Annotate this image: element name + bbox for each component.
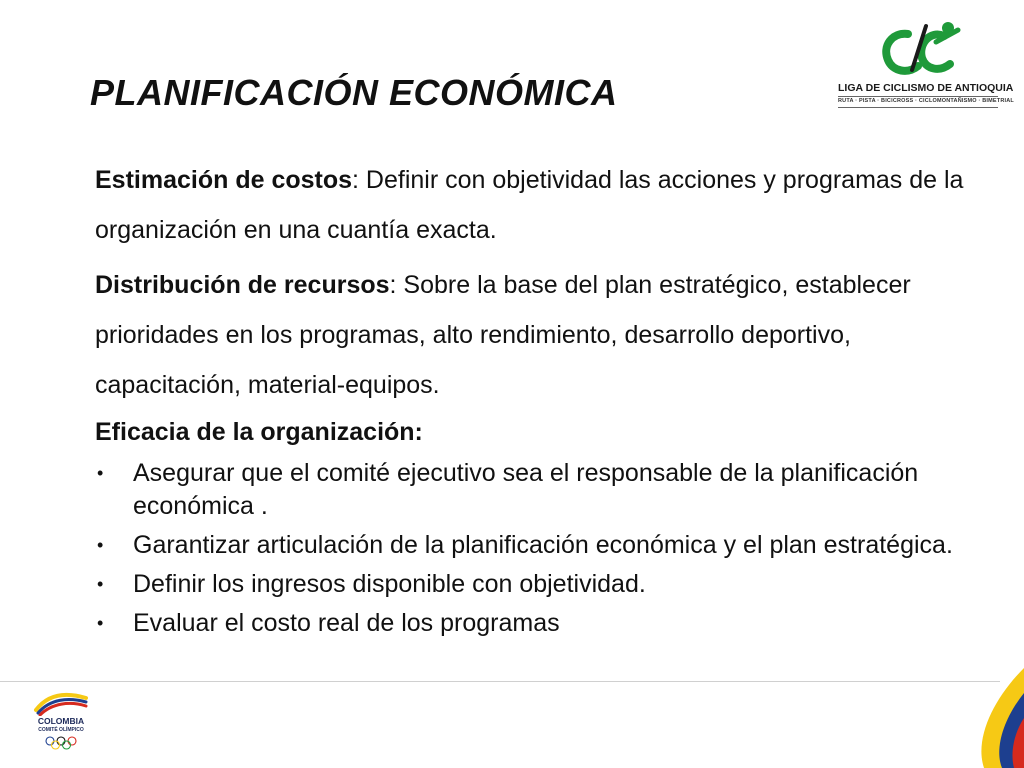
olympic-rings-icon bbox=[44, 736, 78, 750]
bullet-text: Asegurar que el comité ejecutivo sea el responsable de la planificación económica . bbox=[133, 459, 919, 520]
list-item bbox=[95, 457, 975, 523]
list-item bbox=[95, 607, 975, 640]
slide-title: PLANIFICACIÓN ECONÓMICA bbox=[90, 72, 618, 113]
coc-committee: COMITÉ OLÍMPICO bbox=[38, 727, 84, 733]
section-label: Estimación de costos bbox=[95, 166, 353, 194]
bullet-icon: • bbox=[97, 463, 104, 483]
list-item bbox=[95, 529, 975, 562]
logo-divider bbox=[838, 96, 998, 97]
liga-ciclismo-logo bbox=[838, 20, 1014, 112]
bullet-text: Definir los ingresos disponible con objetividad. bbox=[133, 570, 646, 598]
flag-corner-decoration bbox=[954, 668, 1024, 768]
section-text: : Sobre la base del plan estratégico, establecer prioridades en los programas, alto rendimiento, desarrollo deportivo, capacitación, material-equipos. bbox=[95, 271, 911, 399]
footer-divider bbox=[0, 681, 1000, 682]
flag-swoosh-icon bbox=[30, 690, 92, 716]
bullet-icon: • bbox=[97, 535, 104, 555]
section-resource-distribution bbox=[95, 260, 975, 410]
efficacy-heading: Eficacia de la organización: bbox=[95, 418, 423, 446]
bullet-icon: • bbox=[97, 613, 104, 633]
bullet-text: Evaluar el costo real de los programas bbox=[133, 609, 560, 637]
list-item bbox=[95, 568, 975, 601]
cyclist-logo-icon bbox=[874, 20, 964, 82]
logo-divider-bottom bbox=[838, 107, 998, 108]
coc-country: COLOMBIA bbox=[37, 716, 85, 726]
efficacy-bullet-list bbox=[95, 457, 975, 640]
section-label: Distribución de recursos bbox=[95, 271, 390, 299]
bullet-text: Garantizar articulación de la planificación económica y el plan estratégica. bbox=[133, 531, 953, 559]
slide-body bbox=[95, 155, 975, 646]
olympic-committee-logo bbox=[30, 690, 92, 758]
logo-subtitle: RUTA · PISTA · BICICROSS · CICLOMONTAÑISMO · BIMETRIAL bbox=[838, 98, 1014, 104]
logo-name: LIGA DE CICLISMO DE ANTIOQUIA bbox=[838, 82, 1014, 94]
section-text: : Definir con objetividad las acciones y programas de la organización en una cuantía exacta. bbox=[95, 166, 964, 244]
bullet-icon: • bbox=[97, 574, 104, 594]
section-cost-estimation bbox=[95, 155, 975, 255]
